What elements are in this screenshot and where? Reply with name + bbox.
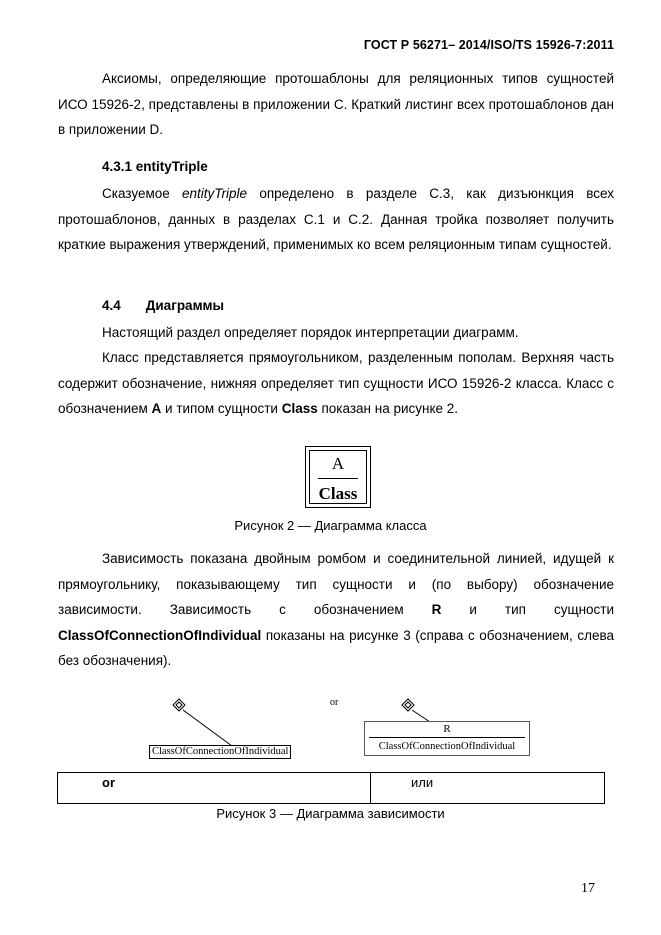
text-run: и типом сущности <box>161 401 282 416</box>
class-label-bottom: Class <box>318 484 358 503</box>
text-run: Зависимость показана двойным ромбом и соединительной линией, идущей к прямоугольнику, показывающему тип сущности и (по выбору) обозначение зависимости. Зависимость с обозначением <box>58 551 614 617</box>
class-label-top: A <box>331 454 345 473</box>
paragraph-diagrams-intro: Настоящий раздел определяет порядок интерпретации диаграмм. <box>102 325 519 340</box>
figure-or-text: or <box>330 697 339 708</box>
text-run: определено в разделе С.3, как дизъюнкция всех протошаблонов, данных в разделах С.1 и С.2. Данная тройка позволяет получить краткие выражения утверждений, применимых ко всем реляционным типам сущностей. <box>58 186 614 252</box>
page-number: 17 <box>581 881 595 896</box>
term-r: R <box>431 602 442 617</box>
document-header: ГОСТ Р 56271– 2014/ISO/TS 15926-7:2011 <box>363 38 614 52</box>
dependency-right-class-label: ClassOfConnectionOfIndividual <box>378 741 516 752</box>
section-number: 4.3.1 <box>102 159 133 174</box>
class-diagram-inner-frame <box>309 450 367 504</box>
text-run: Сказуемое <box>102 186 183 201</box>
section-title: entityTriple <box>135 159 208 174</box>
dependency-right-box <box>364 721 530 756</box>
section-title: Диаграммы <box>145 298 225 313</box>
dependency-right-divider <box>369 737 525 738</box>
text-run: Класс представляется прямоугольником, разделенным пополам. Верхняя часть содержит обозначение, нижняя определяет тип сущности ИСО 15926-2 класса. Класс с обозначением <box>58 350 614 416</box>
class-divider <box>318 478 358 479</box>
class-diagram <box>305 446 371 508</box>
left-connector-line <box>183 710 232 746</box>
right-double-diamond-icon <box>402 699 414 711</box>
section-heading-4-3-1 <box>102 159 208 174</box>
section-number: 4.4 <box>102 298 121 313</box>
term-class: Class <box>281 401 318 416</box>
text-run: показан на рисунке 2. <box>317 401 459 416</box>
table-cell-or: or <box>58 773 371 804</box>
table-row <box>58 773 605 804</box>
dependency-right-r-label: R <box>443 723 451 735</box>
section-heading-4-4 <box>102 298 224 313</box>
or-translation-table <box>57 772 605 804</box>
term-entity-triple: entityTriple <box>182 186 248 201</box>
text-run: показаны на рисунке 3 (справа с обозначением, слева без обозначения). <box>58 627 614 668</box>
figure-3-caption: Рисунок 3 — Диаграмма зависимости <box>216 806 445 821</box>
figure-2-caption: Рисунок 2 — Диаграмма класса <box>234 518 427 533</box>
paragraph-class-description <box>58 345 614 422</box>
term-class-of-connection: ClassOfConnectionOfIndividual <box>58 627 262 643</box>
paragraph-entity-triple <box>58 181 614 258</box>
paragraph-dependency-description <box>58 546 614 674</box>
dependency-left-class-label: ClassOfConnectionOfIndividual <box>149 745 291 759</box>
term-a: A <box>151 401 162 416</box>
left-double-diamond-icon <box>173 699 185 711</box>
text-run: и тип сущности <box>441 602 615 617</box>
paragraph-axioms: Аксиомы, определяющие протошаблоны для реляционных типов сущностей ИСО 15926-2, представлены в приложении С. Краткий листинг всех протошаблонов дан в приложении D. <box>58 71 614 137</box>
table-cell-ili: или <box>371 773 605 804</box>
